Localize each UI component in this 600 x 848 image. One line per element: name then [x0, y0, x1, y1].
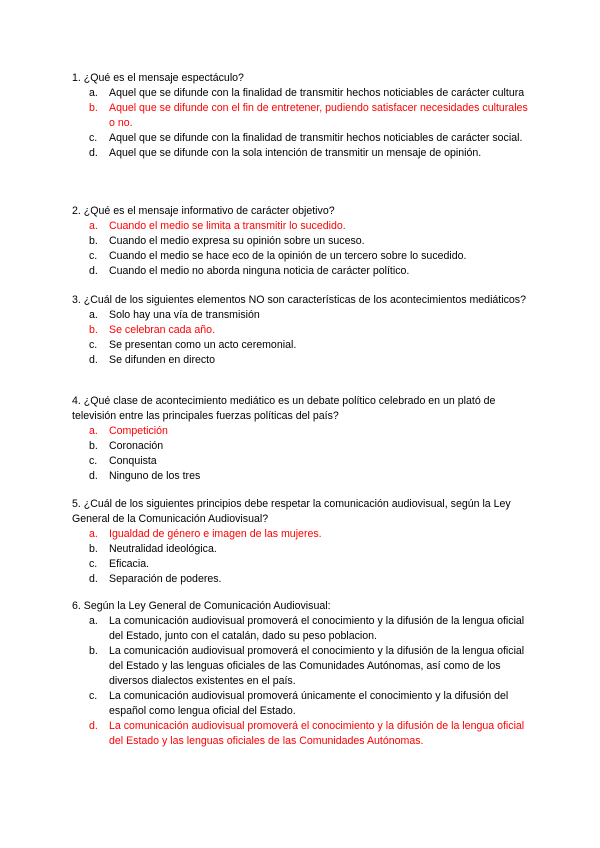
option-a	[72, 308, 532, 323]
question-title: 1. ¿Qué es el mensaje espectáculo?	[72, 72, 244, 84]
option-d	[72, 353, 532, 368]
option-text: Aquel que se difunde con la finalidad de transmitir hechos noticiables de carácter social.	[109, 132, 523, 144]
option-b	[72, 644, 532, 689]
option-text: Solo hay una vía de transmisión	[109, 309, 260, 321]
option-letter: a.	[89, 309, 98, 321]
option-text: La comunicación audiovisual promoverá el conocimiento y la difusión de la lengua oficial del Estado y las lenguas oficiales de las Comunidades Autónomas, así como de los diversos dialectos existentes en el país.	[109, 645, 525, 687]
option-text: Aquel que se difunde con la sola intención de transmitir un mensaje de opinión.	[109, 147, 482, 159]
option-c	[72, 557, 532, 572]
option-letter: c.	[89, 558, 98, 570]
option-text: La comunicación audiovisual promoverá el conocimiento y la difusión de la lengua oficial del Estado, junto con el catalán, dado su peso poblacion.	[109, 615, 525, 642]
option-d	[72, 146, 532, 161]
question-2	[72, 204, 532, 279]
option-b	[72, 101, 532, 131]
option-text: Aquel que se difunde con el fin de entretener, pudiendo satisfacer necesidades culturales o no.	[109, 102, 528, 129]
options-list	[72, 219, 532, 279]
option-letter: d.	[89, 720, 98, 732]
option-text: Se difunden en directo	[109, 354, 216, 366]
option-a	[72, 614, 532, 644]
option-letter: b.	[89, 102, 98, 114]
option-letter: d.	[89, 147, 98, 159]
options-list	[72, 527, 532, 587]
option-text: Competición	[109, 425, 168, 437]
options-list	[72, 308, 532, 368]
question-title: 3. ¿Cuál de los siguientes elementos NO son características de los acontecimientos mediáticos?	[72, 294, 526, 306]
option-text: Eficacia.	[109, 558, 150, 570]
option-letter: b.	[89, 440, 98, 452]
option-b	[72, 439, 532, 454]
option-b	[72, 234, 532, 249]
option-text: Aquel que se difunde con la finalidad de transmitir hechos noticiables de carácter cultura	[109, 87, 525, 99]
question-title: 5. ¿Cuál de los siguientes principios debe respetar la comunicación audiovisual, según la Ley General de la Comunicación Audiovisual?	[72, 498, 511, 525]
option-text: La comunicación audiovisual promoverá el conocimiento y la difusión de la lengua oficial del Estado y las lenguas oficiales de las Comunidades Autónomas.	[109, 720, 525, 747]
option-d	[72, 264, 532, 279]
option-c	[72, 689, 532, 719]
option-text: Coronación	[109, 440, 164, 452]
option-text: Cuando el medio no aborda ninguna noticia de carácter político.	[109, 265, 410, 277]
option-b	[72, 542, 532, 557]
option-text: Ninguno de los tres	[109, 470, 201, 482]
option-a	[72, 219, 532, 234]
option-text: Se celebran cada año.	[109, 324, 216, 336]
question-title: 6. Según la Ley General de Comunicación Audiovisual:	[72, 600, 331, 612]
option-a	[72, 86, 532, 101]
question-1	[72, 71, 532, 161]
option-letter: d.	[89, 265, 98, 277]
question-4	[72, 394, 532, 484]
option-text: Cuando el medio expresa su opinión sobre un suceso.	[109, 235, 365, 247]
option-letter: c.	[89, 690, 98, 702]
option-letter: d.	[89, 470, 98, 482]
option-letter: a.	[89, 87, 98, 99]
option-letter: d.	[89, 573, 98, 585]
question-6	[72, 599, 532, 749]
option-c	[72, 454, 532, 469]
options-list	[72, 424, 532, 484]
option-letter: a.	[89, 220, 98, 232]
question-title: 4. ¿Qué clase de acontecimiento mediático es un debate político celebrado en un plató de televisión entre las principales fuerzas políticas del país?	[72, 395, 496, 422]
option-text: Cuando el medio se limita a transmitir lo sucedido.	[109, 220, 346, 232]
option-letter: a.	[89, 615, 98, 627]
option-text: Neutralidad ideológica.	[109, 543, 217, 555]
option-text: Cuando el medio se hace eco de la opinión de un tercero sobre lo sucedido.	[109, 250, 467, 262]
option-c	[72, 249, 532, 264]
option-letter: c.	[89, 132, 98, 144]
option-text: Se presentan como un acto ceremonial.	[109, 339, 297, 351]
option-c	[72, 131, 532, 146]
option-letter: c.	[89, 339, 98, 351]
option-c	[72, 338, 532, 353]
option-text: Igualdad de género e imagen de las mujeres.	[109, 528, 322, 540]
option-letter: c.	[89, 455, 98, 467]
question-3	[72, 293, 532, 368]
question-title: 2. ¿Qué es el mensaje informativo de carácter objetivo?	[72, 205, 335, 217]
option-text: La comunicación audiovisual promoverá únicamente el conocimiento y la difusión del español como lengua oficial del Estado.	[109, 690, 509, 717]
question-5	[72, 497, 532, 587]
option-letter: a.	[89, 528, 98, 540]
option-letter: b.	[89, 324, 98, 336]
option-a	[72, 424, 532, 439]
option-letter: b.	[89, 235, 98, 247]
option-d	[72, 572, 532, 587]
option-text: Conquista	[109, 455, 157, 467]
option-letter: c.	[89, 250, 98, 262]
option-letter: a.	[89, 425, 98, 437]
option-letter: d.	[89, 354, 98, 366]
option-b	[72, 323, 532, 338]
options-list	[72, 86, 532, 161]
options-list	[72, 614, 532, 749]
option-text: Separación de poderes.	[109, 573, 222, 585]
option-d	[72, 719, 532, 749]
option-d	[72, 469, 532, 484]
option-a	[72, 527, 532, 542]
option-letter: b.	[89, 543, 98, 555]
option-letter: b.	[89, 645, 98, 657]
